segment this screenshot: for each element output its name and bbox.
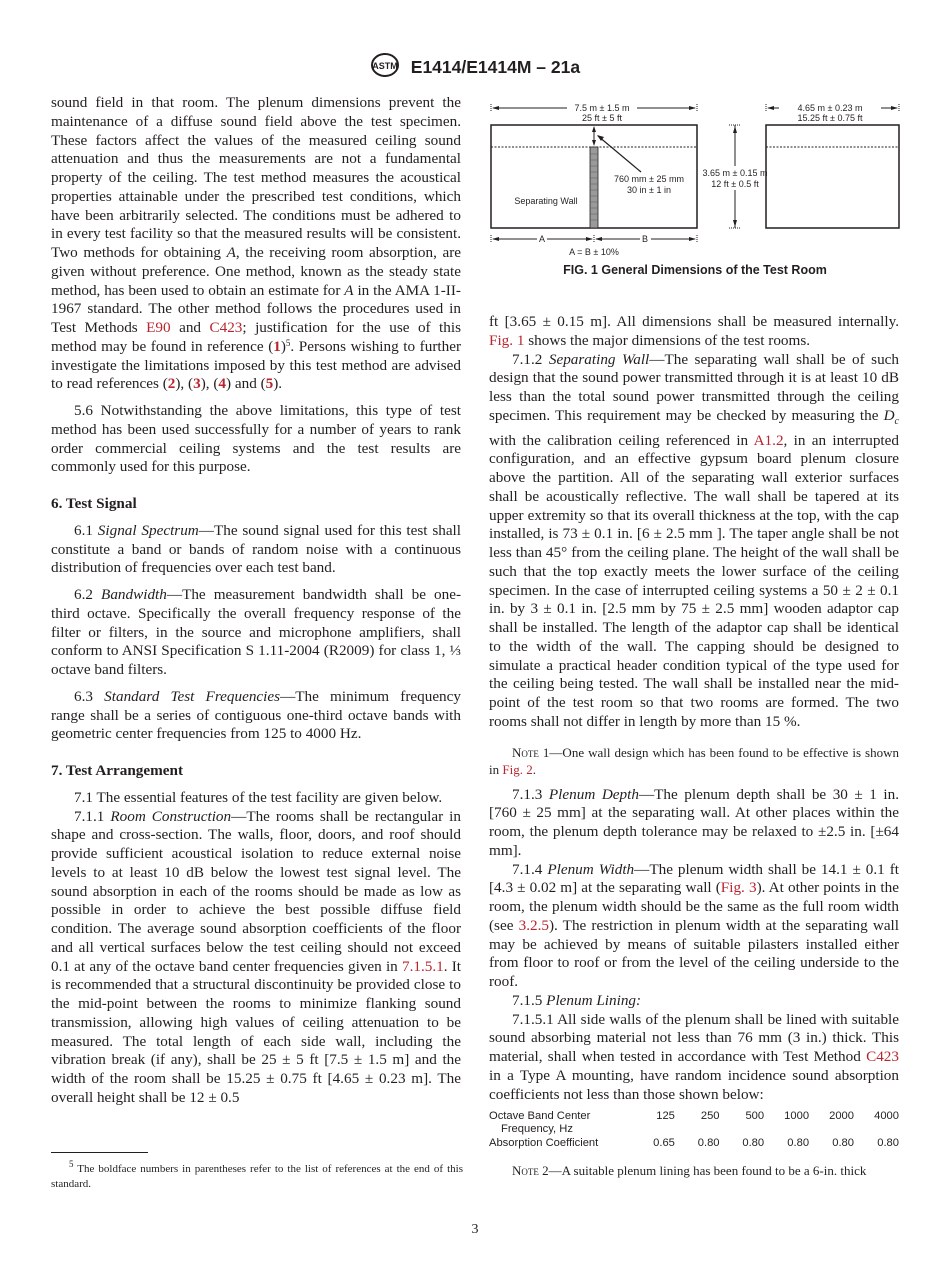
link-a1-2[interactable]: A1.2 xyxy=(753,431,784,449)
section-heading-6: 6. Test Signal xyxy=(51,495,137,512)
link-fig-2[interactable]: Fig. 2 xyxy=(502,761,533,777)
figure-1-caption: FIG. 1 General Dimensions of the Test Room xyxy=(563,263,827,277)
link-c423-2[interactable]: C423 xyxy=(866,1048,899,1066)
footnote-5: $^5$ The boldface numbers in parentheses refer to the list of references at the end of this standard. xyxy=(51,1159,463,1190)
svg-text:A = B ± 10%: A = B ± 10% xyxy=(569,247,619,257)
right-column xyxy=(489,313,899,1179)
absorption-coefficient-table xyxy=(489,1110,901,1150)
note-2: Note 2—A suitable plenum lining has been found to be a 6-in. thick xyxy=(512,1163,867,1179)
svg-text:25 ft ± 5 ft: 25 ft ± 5 ft xyxy=(582,113,622,123)
svg-text:4.65 m ± 0.23 m: 4.65 m ± 0.23 m xyxy=(797,103,863,113)
table-row-coefficient: Absorption Coefficient 0.65 0.80 0.80 0.80 0.80 0.80 xyxy=(489,1137,899,1150)
ref-1[interactable]: 1 xyxy=(273,337,281,355)
svg-text:15.25 ft ± 0.75 ft: 15.25 ft ± 0.75 ft xyxy=(797,113,863,123)
document-title: E1414/E1414M – 21a xyxy=(410,57,581,77)
paragraph-6-1: 6.1 Signal Spectrum—The sound signal used for this test shall constitute a band or bands of random noise with a continuous distribution of frequencies over each test band. xyxy=(51,521,461,577)
paragraph-7-1-1: 7.1.1 Room Construction—The rooms shall be rectangular in shape and cross-section. The walls, floor, doors, and roof should provide sufficient acoustical isolation to reduce external noise levels to at least 10 dB below the lowest test signal level. The sound absorption in each of the rooms should be made as low as possible in order to achieve the best possible diffuse field condition. The average sound absorption coefficients of the floor and all vertical surfaces below the test ceiling should not exceed 0.1 at any of the octave band center frequencies given in 7.1.5.1. It is recommended that a structural discontinuity be provided close to the mid-point between the rooms to minimize flanking sound transmission, allowing high values of ceiling attenuation to be measured. The total length of each side wall, including the vibration break (if any), shall be 25 ± 5 ft [7.5 ± 1.5 m] and the width of the room shall be 15.25 ± 0.75 ft [4.65 ± 0.23 m]. The overall height shall be 12 ± 0.5 xyxy=(51,807,461,1106)
astm-logo-icon xyxy=(370,52,400,83)
paragraph-7-1-3: 7.1.3 Plenum Depth—The plenum depth shall be 30 ± 1 in. [760 ± 25 mm] at the separating wall. At other places within the room, the plenum depth tolerance may be relaxed to ±2.5 in. [±64 mm]. xyxy=(489,785,900,859)
ref-5[interactable]: 5 xyxy=(265,375,274,393)
page-number: 3 xyxy=(471,1222,479,1237)
link-fig-1[interactable]: Fig. 1 xyxy=(489,331,525,349)
note-1: Note 1—One wall design which has been found to be effective is shown in Fig. 2. xyxy=(489,744,899,777)
document-header xyxy=(0,52,950,83)
paragraph-7-1-4: 7.1.4 Plenum Width—The plenum width shall be 14.1 ± 0.1 ft [4.3 ± 0.02 m] at the separating wall (Fig. 3). At other points in the room, the plenum width should be the same as the full room width (see 3.2.5). The restriction in plenum width at the separating wall may be achieved by means of suitable pilasters installed either from floor to roof or from the level of the ceiling underside to the roof. xyxy=(489,860,899,991)
svg-text:A: A xyxy=(538,234,546,244)
figure-1-diagram xyxy=(489,94,901,284)
svg-text:7.5 m ± 1.5 m: 7.5 m ± 1.5 m xyxy=(574,103,630,113)
svg-text:Separating Wall: Separating Wall xyxy=(514,196,578,206)
link-3-2-5[interactable]: 3.2.5 xyxy=(518,916,549,934)
ref-2[interactable]: 2 xyxy=(167,375,176,393)
paragraph-7-1: 7.1 The essential features of the test facility are given below. xyxy=(74,788,443,806)
footnote-marker[interactable]: 5 xyxy=(285,337,291,348)
link-c423[interactable]: C423 xyxy=(209,319,243,336)
footnote-divider xyxy=(51,1152,148,1153)
ref-3[interactable]: 3 xyxy=(193,375,201,393)
paragraph-7-1-2: 7.1.2 Separating Wall—The separating wall shall be of such design that the sound power transmitted through it is at least 10 dB less than the total sound power transmitted through the ceiling specimen. This requirement may be checked by measuring the $D_c$ with the calibration ceiling referenced in A1.2, in an interrupted configuration, and an effective gypsum board plenum closure above the partition. All of the separating wall exterior surfaces shall be acoustically reflective. The wall shall be tapered at its upper extremity so that its overall thickness at the top, with the cap installed, is 73 ± 0.1 in. [6 ± 2.5 mm ]. The taper angle shall be not less than 45° from the ceiling plane. The height of the wall shall be such that the top exactly meets the lower surface of the ceiling specimen. In the case of interrupted ceiling systems a 50 ± 2 ± 0.1 in. by 3 ± 0.1 in. [2.5 mm by 75 ± 2.5 mm] wooden adaptor cap shall be installed. The length of the adaptor cap shall be identical to the width of the wall. The capping should be designed to simulate a practical header condition typical of the type used for the ceiling being tested. The wall shall be installed near the mid-point of the test room so that two rooms are formed. The two rooms shall not differ in length by more than 15 %. xyxy=(489,350,899,730)
svg-text:30 in ± 1 in: 30 in ± 1 in xyxy=(627,185,671,195)
paragraph-5-6: 5.6 Notwithstanding the above limitations, this type of test method has been used successfully for a number of years to rank order commercial ceiling systems and the test results are commonly used for this purpose. xyxy=(51,402,461,476)
paragraph-7-1-5-1: 7.1.5.1 All side walls of the plenum shall be lined with suitable sound absorbing material not less than 76 mm (3 in.) thick. This material, shall when tested in accordance with Test Method C423 in a Type A mounting, have random incidence sound absorption coefficients not less than those shown below: xyxy=(489,1010,899,1103)
svg-text:760 mm ± 25 mm: 760 mm ± 25 mm xyxy=(614,174,684,184)
svg-text:B: B xyxy=(641,234,649,244)
link-fig-3[interactable]: Fig. 3 xyxy=(720,879,757,897)
paragraph-6-2: 6.2 Bandwidth—The measurement bandwidth shall be one-third octave. Specifically the overall frequency response of the filter or filters, in the source and microphone amplifiers, shall conform to ANSI Specification S 1.11-2004 (R2009) for class 1, ⅓ octave band filters. xyxy=(51,586,462,678)
svg-text:3.65 m ± 0.15 m: 3.65 m ± 0.15 m xyxy=(702,168,768,178)
paragraph-7-1-5: 7.1.5 Plenum Lining: xyxy=(512,991,642,1009)
paragraph-continuation: sound field in that room. The plenum dimensions prevent the maintenance of a diffuse sound field above the test specimen. These factors affect the values of the measured ceiling sound attenuation and thus the measurements are not a fundamental property of the ceiling. The test method measures the acoustical properties attainable under the prescribed test conditions, which have been arbitrarily selected. The conditions must be adhered to in every test facility so that the measured results will be consistent. Two methods for obtaining A, the receiving room absorption, are given without preference. One method, known as the steady state method, has been used to obtain an estimate for A in the AMA 1-II-1967 standard. The other method follows the procedures used in Test Methods E90 and C423; justification for the use of this method may be found in reference $(1)^5$. Persons wishing to further investigate the limitations imposed by this test method are advised to read references (2), (3), (4) and (5). xyxy=(51,94,461,393)
table-row-frequency: Octave Band Center Frequency, Hz 125 250 500 1000 2000 4000 xyxy=(489,1110,899,1136)
paragraph-7-1-1-continued: ft [3.65 ± 0.15 m]. All dimensions shall be measured internally. Fig. 1 shows the major dimensions of the test rooms. xyxy=(489,313,899,349)
section-heading-7: 7. Test Arrangement xyxy=(51,762,184,779)
paragraph-6-3: 6.3 Standard Test Frequencies—The minimum frequency range shall be a series of contiguous one-third octave bands with geometric center frequencies from 125 to 4000 Hz. xyxy=(51,687,461,743)
svg-text:12 ft ± 0.5 ft: 12 ft ± 0.5 ft xyxy=(711,179,759,189)
left-column xyxy=(51,94,461,1108)
link-e90[interactable]: E90 xyxy=(146,319,171,336)
svg-text:ASTM: ASTM xyxy=(372,61,398,71)
ref-4[interactable]: 4 xyxy=(218,375,226,393)
link-7-1-5-1[interactable]: 7.1.5.1 xyxy=(401,957,444,975)
